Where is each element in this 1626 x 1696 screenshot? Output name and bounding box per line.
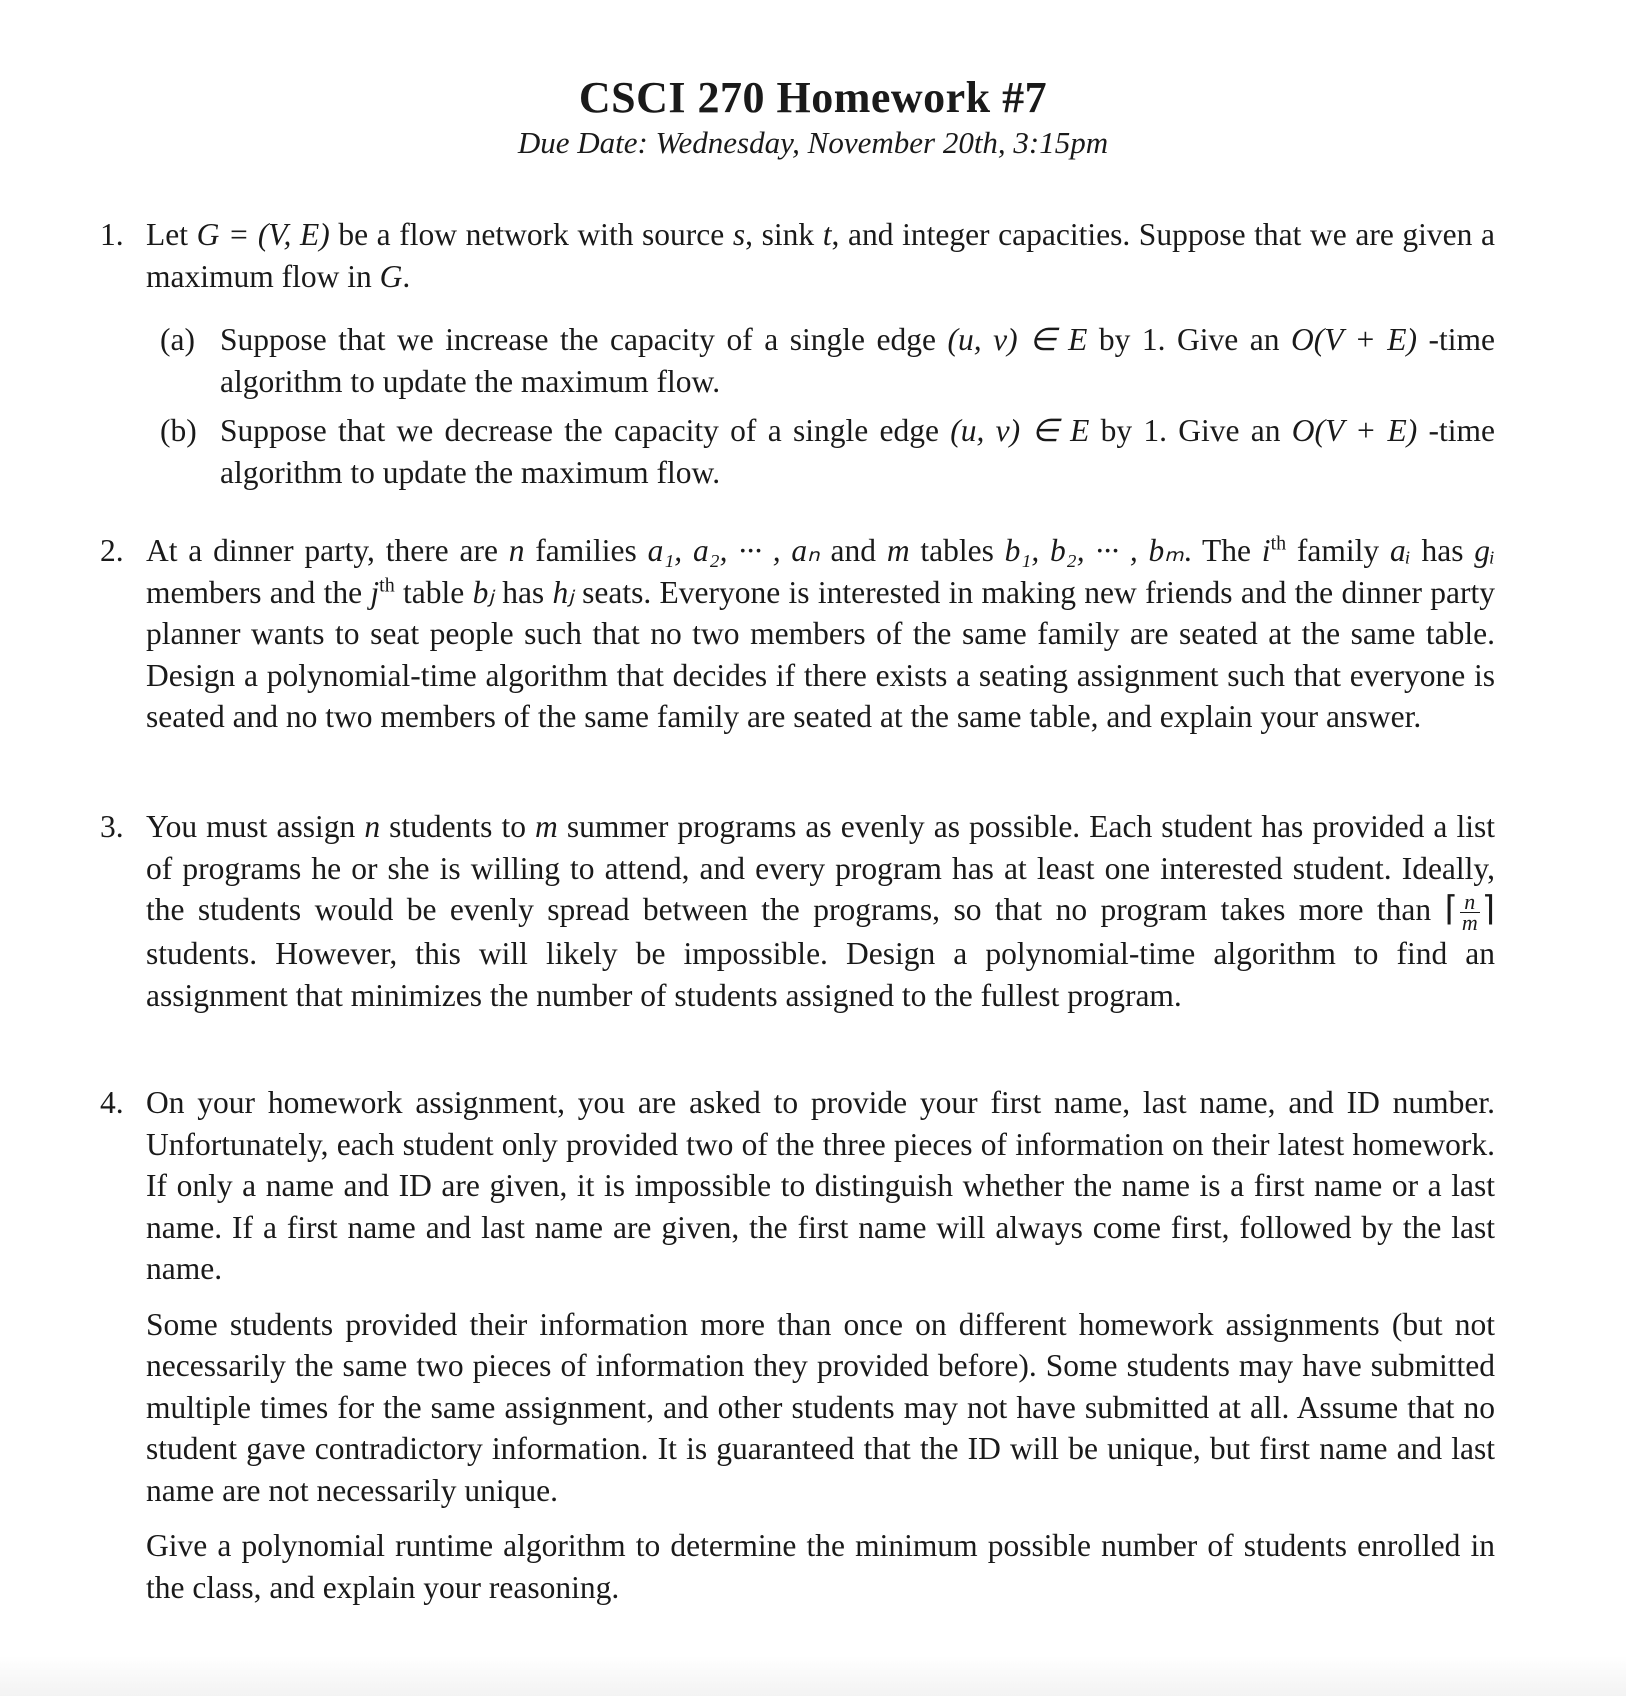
page-title: CSCI 270 Homework #7	[578, 73, 1048, 122]
math-gi: gᵢ	[1474, 533, 1496, 568]
math-graph: G = (V, E)	[196, 217, 330, 252]
text-run: by 1. Give an	[1087, 322, 1292, 357]
text-run: seats. Everyone is interested in making new friends and the dinner party planner wants to seat people such that no two members of the same family are seated at the same table. Design a polynomial-time algorithm that decides if there exists a seating assignment such that everyone is seated and no two members of the same family are seated at the same table, and explain your answer.	[146, 574, 1496, 734]
page-bottom-shade	[0, 1656, 1626, 1696]
question-4	[100, 1082, 1495, 1608]
text-run: families	[524, 533, 648, 568]
ceil-left: ⌈	[1444, 891, 1458, 928]
text-run: family	[1286, 533, 1390, 568]
math-m: m	[535, 809, 558, 844]
fraction-numerator: n	[1460, 892, 1480, 913]
math-complexity: O(V + E)	[1291, 413, 1418, 448]
paragraph-3: Give a polynomial runtime algorithm to determine the minimum possible number of students enrolled in the class, and explain your reasoning.	[146, 1528, 1495, 1605]
fraction-n-over-m	[1460, 889, 1480, 936]
question-text	[146, 214, 1495, 297]
text-run: students. However, this will likely be impossible. Design a polynomial-time algorithm to find an assignment that minimizes the number of students assigned to the fullest program.	[146, 936, 1495, 1013]
math-sink: t	[822, 217, 832, 252]
question-number: 1.	[100, 217, 124, 252]
ceil-right: ⌉	[1481, 891, 1495, 928]
paragraph-1: On your homework assignment, you are asked to provide your first name, last name, and ID number. Unfortunately, each student only provided two of the three pieces of information on their latest homework. If only a name and ID are given, it is impossible to distinguish whether the name is a first name or a last name. If a first name and last name are given, the first name will always come first, followed by the last name.	[146, 1085, 1495, 1286]
math-edge: (u, v) ∈ E	[950, 413, 1090, 448]
text-run: . The	[1183, 533, 1262, 568]
text-run: -time algorithm to update the maximum flow.	[220, 413, 1495, 490]
fraction-denominator: m	[1461, 910, 1478, 936]
question-2	[100, 530, 1495, 738]
math-families: a₁, a₂, ··· , aₙ	[647, 533, 820, 568]
text-run: -time algorithm to update the maximum flow.	[220, 322, 1495, 399]
text-run: by 1. Give an	[1089, 413, 1292, 448]
due-date: Due Date: Wednesday, November 20th, 3:15pm	[517, 125, 1109, 160]
math-m: m	[886, 533, 910, 568]
subquestion-label: (a)	[160, 322, 195, 357]
question-number: 3.	[100, 809, 124, 844]
math-graph-symbol: G	[379, 258, 403, 294]
text-run: , sink	[745, 217, 823, 252]
math-n: n	[364, 809, 381, 844]
question-number: 2.	[100, 533, 124, 568]
text-run: .	[402, 258, 411, 294]
paragraph-2: Some students provided their information more than once on different homework assignments (but not necessarily the same two pieces of information they provided before). Some students may have submitted multiple times for the same assignment, and other students may not have submitted at all. Assume that no student gave contradictory information. It is guaranteed that the ID will be unique, but first name and last name are not necessarily unique.	[146, 1306, 1495, 1508]
superscript-th: th	[379, 574, 395, 596]
math-source: s	[732, 217, 746, 252]
math-complexity: O(V + E)	[1291, 322, 1417, 357]
text-run: table	[394, 574, 473, 610]
text-run: students to	[380, 809, 536, 844]
text-run: summer programs as evenly as possible. Each student has provided a list of programs he or she is willing to attend, and every program has at least one interested student. Ideally, the students would be evenly spread between the programs, so that no program takes more than	[146, 809, 1495, 927]
text-run: Suppose that we decrease the capacity of a single edge	[220, 413, 951, 448]
question-1	[100, 214, 1495, 493]
text-run: members and the	[146, 574, 371, 610]
text-run: has	[493, 574, 553, 610]
text-run: and	[819, 533, 887, 568]
text-run: You must assign	[146, 809, 365, 844]
text-run: has	[1410, 533, 1475, 568]
math-ai: aᵢ	[1389, 533, 1411, 568]
math-bj: bⱼ	[472, 574, 494, 610]
subquestion-a	[160, 319, 1495, 402]
question-text	[146, 806, 1495, 1016]
question-3	[100, 806, 1495, 1016]
subquestion-b	[160, 410, 1495, 493]
math-i: i	[1261, 533, 1271, 568]
text-run: , and integer capacities. Suppose that we are given a maximum flow in	[146, 217, 1495, 294]
math-tables: b₁, b₂, ··· , bₘ	[1004, 533, 1184, 568]
text-run: tables	[909, 533, 1005, 568]
superscript-th: th	[1270, 532, 1287, 555]
text-run: At a dinner party, there are	[146, 533, 509, 568]
question-text	[146, 530, 1495, 738]
text-run: Let	[146, 217, 197, 252]
math-hj: hⱼ	[552, 574, 574, 610]
math-j: j	[370, 574, 380, 610]
subquestion-label: (b)	[160, 413, 197, 448]
text-run: Suppose that we increase the capacity of a single edge	[220, 322, 948, 357]
math-n: n	[508, 533, 525, 568]
question-number: 4.	[100, 1085, 124, 1120]
text-run: be a flow network with source	[329, 217, 733, 252]
math-edge: (u, v) ∈ E	[947, 322, 1088, 357]
